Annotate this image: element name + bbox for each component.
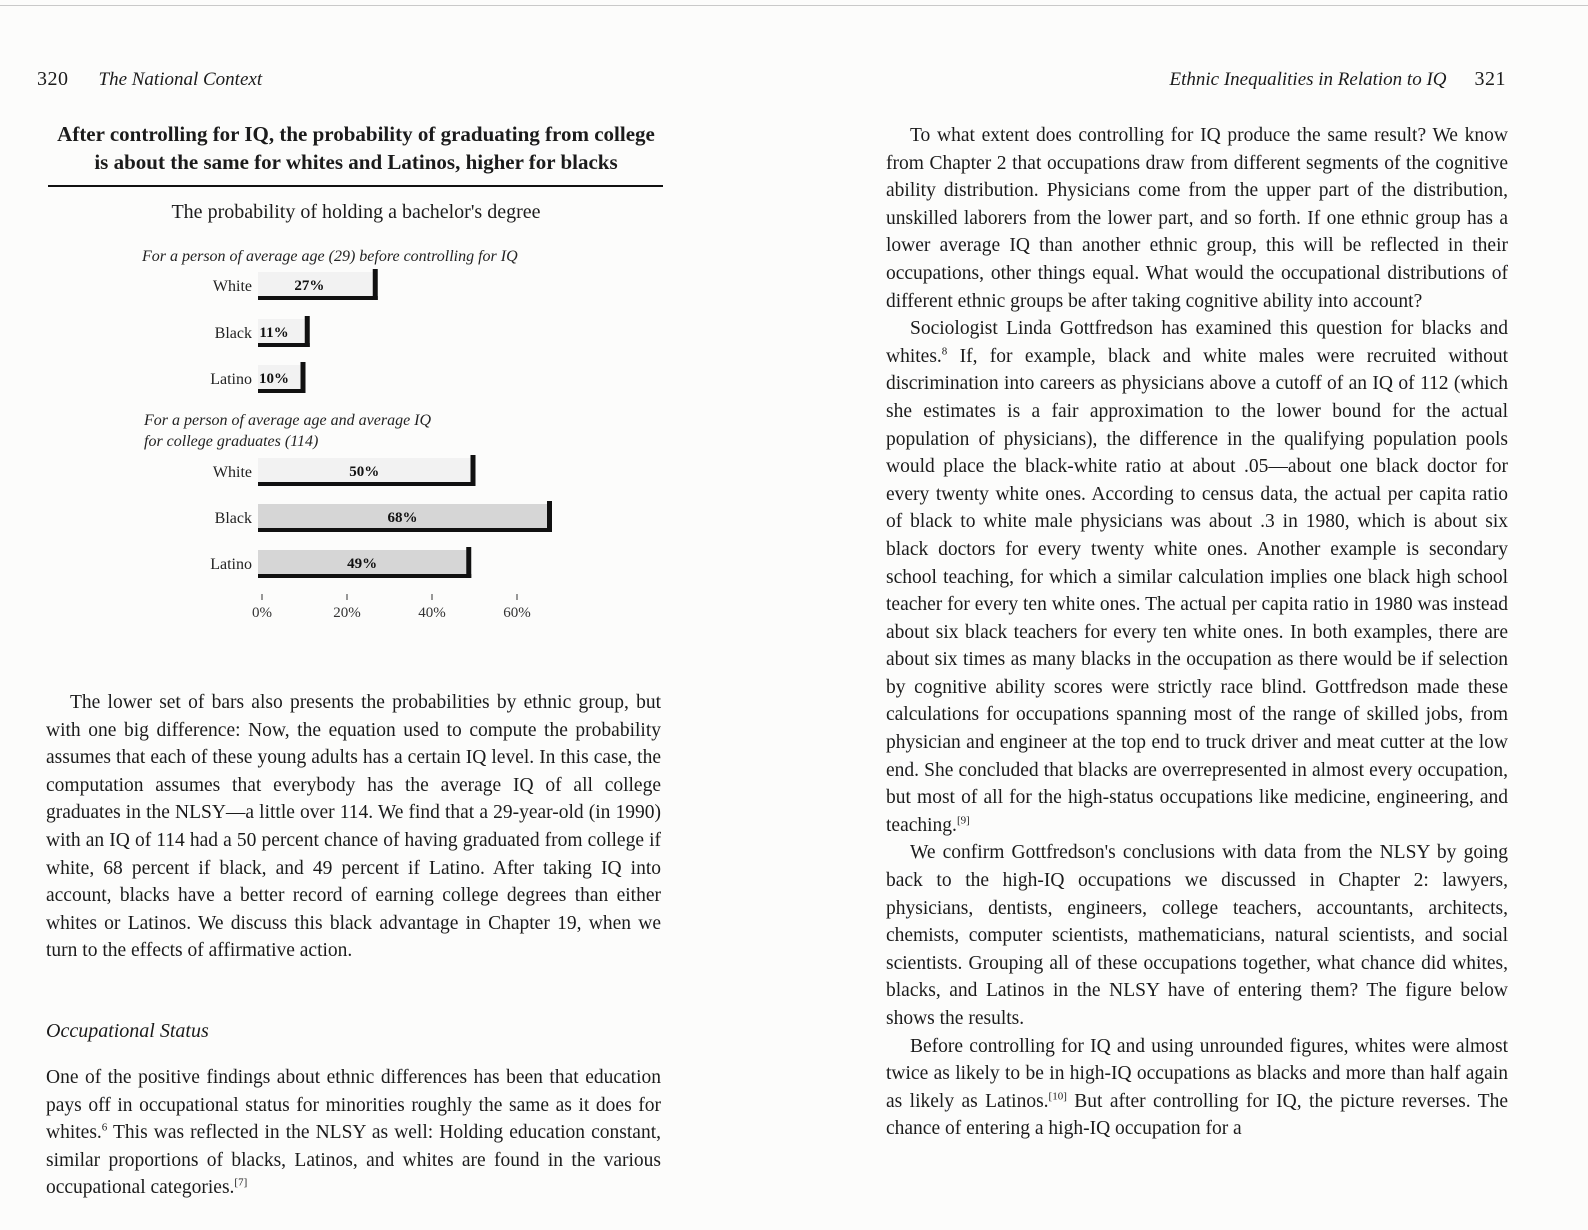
category-label-black: Black xyxy=(214,510,252,527)
bar-shadow-bottom xyxy=(258,528,552,532)
left-page-number: 320 xyxy=(37,68,69,90)
chart-subtitle-panel-1-line1: For a person of average age (29) before controlling for IQ xyxy=(142,248,518,265)
axis-tick-label: 20% xyxy=(333,605,361,621)
bar-shadow-bottom xyxy=(258,343,310,347)
paragraph-controlling-iq: To what extent does controlling for IQ produce the same result? We know from Chapter 2 that occupations draw from different segments of the cognitive ability distribution. Physicians come from the upper part of the distribution, unskilled laborers from the lower part, and so forth. If one ethnic group has a lower average IQ than another ethnic group, this will be reflected in their occupations, other things equal. What would the occupational distributions of different ethnic groups be after taking cognitive ability into account? xyxy=(886,125,1508,312)
paragraph-occupational-status xyxy=(46,1064,661,1202)
bar-value-label-white: 27% xyxy=(294,278,325,294)
left-body-paragraph-1 xyxy=(46,689,661,965)
bar-value-label-white: 50% xyxy=(349,464,380,480)
axis-tick-label: 60% xyxy=(503,605,531,621)
paragraph-text: But after controlling for IQ, the picture reverses. The chance of entering a high-IQ occupation for a xyxy=(886,1090,1508,1140)
left-running-head xyxy=(37,68,262,91)
paragraph-before-controlling xyxy=(886,1033,1508,1143)
paragraph-bars-explanation: The lower set of bars also presents the probabilities by ethnic group, but with one big difference: Now, the equation used to compute the probability assumes that each of these young adults has a certain IQ level. In this case, the computation assumes that everybody has the average IQ of all college graduates in the NLSY—a little over 114. We find that a 29-year-old (in 1990) with an IQ of 114 had a 50 percent chance of having graduated from college if white, 68 percent if black, and 49 percent if Latino. After taking IQ into account, blacks have a better record of earning college degrees than either whites or Latinos. We discuss this black advantage in Chapter 19, when we turn to the effects of affirmative action. xyxy=(46,692,661,962)
bar-value-label-latino: 10% xyxy=(259,371,289,387)
chart-subtitle-panel-2-line2: for college graduates (114) xyxy=(144,433,319,450)
bar-shadow-bottom xyxy=(258,574,471,578)
bar-chart xyxy=(130,236,570,636)
chart-title: The probability of holding a bachelor's degree xyxy=(171,201,541,223)
bar-shadow-right xyxy=(301,362,306,393)
footnote-ref-6: 6 xyxy=(101,1121,108,1134)
category-label-white: White xyxy=(212,278,252,295)
paragraph-text: Before controlling for IQ and using unrounded figures, whites were almost twice as likely to be in high-IQ occupations as blacks and more than half again as likely as Latinos. xyxy=(886,1035,1508,1112)
right-page xyxy=(860,0,1588,1230)
bar-shadow-bottom xyxy=(258,296,378,300)
footnote-ref-10: [10] xyxy=(1048,1090,1067,1103)
right-running-head xyxy=(1169,68,1506,91)
left-body-paragraph-2 xyxy=(46,1064,661,1202)
bar-shadow-right xyxy=(547,501,552,532)
paragraph-text: Sociologist Linda Gottfredson has examined this question for blacks and whites. xyxy=(886,318,1508,367)
bar-shadow-bottom xyxy=(258,482,476,486)
footnote-ref-8: 8 xyxy=(941,345,948,358)
paragraph-text: If, for example, black and white males were recruited without discrimination into careers as physicians above a cutoff of an IQ of 112 (which she estimates is a fair approximation to the lower bound for the actual population of physicians), the difference in the qualifying population pools would place the black-white ratio at about .05—about one black doctor for every twenty white ones. According to census data, the actual per capita ratio of black to white male physicians was about .3 in 1980, which is about six black doctors for every twenty white ones. Another example is secondary school teaching, for which a similar calculation implies one black high school teacher for every ten white ones. The actual per capita ratio in 1980 was instead about six black teachers for every ten white ones. In both examples, there are about six times as many blacks in the occupation as there would be if selection by cognitive ability scores were strictly race blind. Gottfredson made these calculations for occupations spanning most of the range of skilled jobs, from physician and engineer at the top end to truck driver and meat cutter at the low end. She concluded that blacks are overrepresented in almost every occupation, but most of all for the high-status occupations like medicine, engineering, and teaching. xyxy=(886,345,1508,836)
figure-title xyxy=(48,120,664,176)
axis-tick-label: 40% xyxy=(418,605,446,621)
bar-shadow-right xyxy=(373,269,378,300)
figure-rule xyxy=(48,185,663,187)
right-body-text xyxy=(886,122,1508,1143)
figure-title-line1: After controlling for IQ, the probability of graduating from college xyxy=(57,122,655,146)
footnote-ref-7: [7] xyxy=(234,1176,248,1189)
bar-shadow-right xyxy=(305,316,310,347)
bar-shadow-right xyxy=(471,455,476,486)
left-page xyxy=(0,0,700,1230)
paragraph-nlsy-confirm: We confirm Gottfredson's conclusions with data from the NLSY by going back to the high-IQ occupations we discussed in Chapter 2: lawyers, physicians, dentists, engineers, college teachers, accountants, architects, chemists, computer scientists, mathematicians, natural scientists, and social scientists. Grouping all of these occupations together, what chance did whites, blacks, and Latinos in the NLSY have of entering them? The figure below shows the results. xyxy=(886,842,1508,1029)
left-running-title: The National Context xyxy=(98,69,263,90)
bar-value-label-latino: 49% xyxy=(347,556,378,572)
category-label-white: White xyxy=(212,464,252,481)
category-label-latino: Latino xyxy=(210,371,252,388)
bar-shadow-bottom xyxy=(258,389,306,393)
footnote-ref-9: [9] xyxy=(956,814,970,827)
right-page-number: 321 xyxy=(1474,68,1506,90)
paragraph-text: One of the positive findings about ethnic differences has been that education pays off in occupational status for minorities roughly the same as it does for whites. xyxy=(46,1067,661,1144)
category-label-black: Black xyxy=(214,325,252,342)
figure-title-line2: is about the same for whites and Latinos, higher for blacks xyxy=(94,150,618,174)
bar-value-label-black: 68% xyxy=(387,510,418,526)
paragraph-text: This was reflected in the NLSY as well: Holding education constant, similar proportions of blacks, Latinos, and whites are found in the various occupational categories. xyxy=(46,1122,661,1199)
axis-tick-label: 0% xyxy=(252,605,272,621)
bar-value-label-black: 11% xyxy=(259,325,289,341)
chart-subtitle-panel-2-line1: For a person of average age and average IQ xyxy=(144,412,432,429)
bar-shadow-right xyxy=(466,547,471,578)
paragraph-gottfredson xyxy=(886,315,1508,839)
section-heading-occupational-status: Occupational Status xyxy=(46,1020,209,1042)
chart-svg xyxy=(130,236,570,636)
right-running-title: Ethnic Inequalities in Relation to IQ xyxy=(1169,69,1447,90)
category-label-latino: Latino xyxy=(210,556,252,573)
